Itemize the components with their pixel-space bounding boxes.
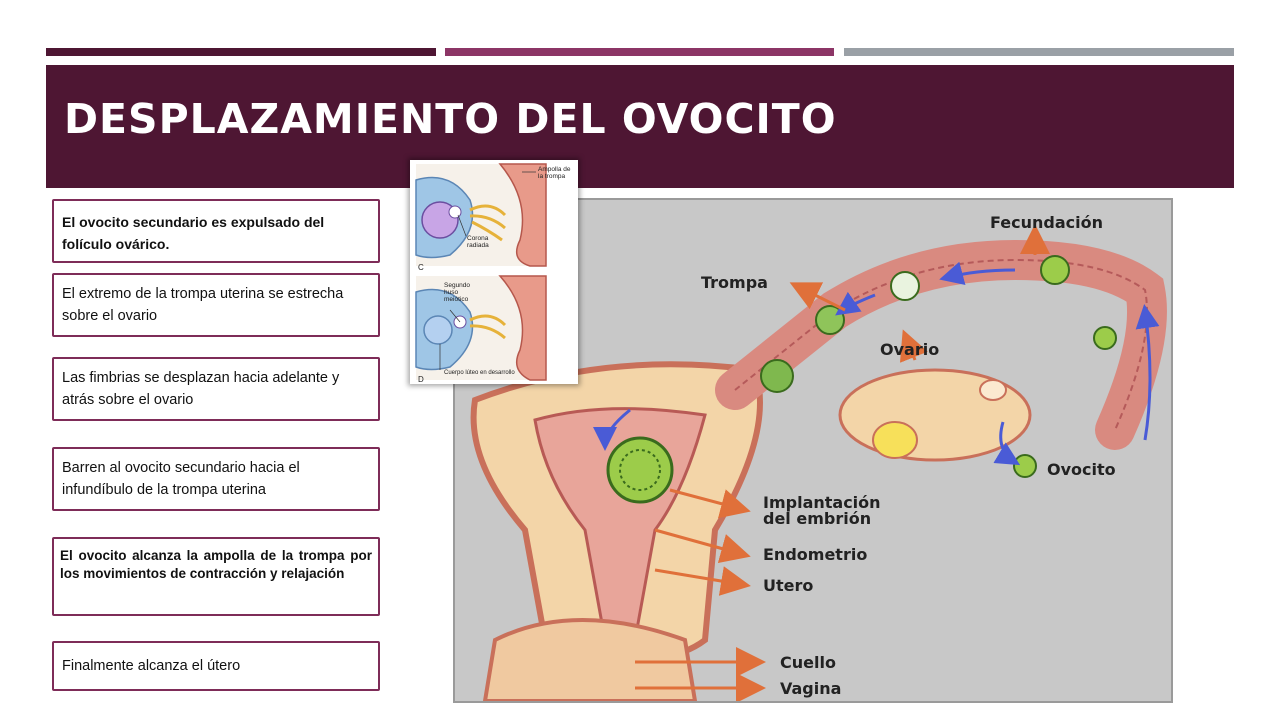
step-text-3: Las fimbrias se desplazan hacia adelante y atrás sobre el ovario <box>62 370 340 408</box>
morula-1 <box>816 306 844 334</box>
oocyte-ampulla <box>1094 327 1116 349</box>
top-accent-bar-2 <box>445 48 834 56</box>
label-utero: Utero <box>763 576 814 595</box>
step-box-3 <box>52 357 380 421</box>
step-text-2: El extremo de la trompa uterina se estrecha sobre el ovario <box>62 286 344 324</box>
step-box-5 <box>52 537 380 616</box>
label-cuello: Cuello <box>780 653 836 672</box>
inset-label-corona-2: radiada <box>467 242 489 249</box>
top-accent-bar-3 <box>844 48 1234 56</box>
inset-label-huso-2: huso <box>444 289 459 296</box>
label-fecundacion: Fecundación <box>990 213 1103 232</box>
oocyte-released <box>1014 455 1036 477</box>
label-implantacion-1: Implantación <box>763 493 881 512</box>
inset-label-corona-1: Corona <box>467 235 489 242</box>
label-endometrio: Endometrio <box>763 545 868 564</box>
inset-panel-d: D <box>418 375 424 384</box>
inset-label-huso-3: meiótico <box>444 296 469 303</box>
morula-2 <box>761 360 793 392</box>
step-box-6 <box>52 641 380 691</box>
step-box-2 <box>52 273 380 337</box>
zygote-cleavage <box>891 272 919 300</box>
label-trompa: Trompa <box>701 273 768 292</box>
corpus-luteum <box>873 422 917 458</box>
step-text-1: El ovocito secundario es expulsado del folículo ovárico. <box>62 214 325 252</box>
label-implantacion-2: del embrión <box>763 509 872 528</box>
title-band <box>46 65 1234 188</box>
inset-label-cuerpo: Cuerpo lúteo en desarrollo <box>444 370 515 376</box>
label-ovario: Ovario <box>880 340 940 359</box>
ovulation-inset-illustration <box>410 160 578 384</box>
blastocyst-implanting <box>608 438 672 502</box>
step-text-5: El ovocito alcanza la ampolla de la trompa por los movimientos de contracción y relajación <box>60 548 372 581</box>
step-box-1 <box>52 199 380 263</box>
step-text-4: Barren al ovocito secundario hacia el infundíbulo de la trompa uterina <box>62 460 300 498</box>
inset-label-huso-1: Segundo <box>444 282 471 289</box>
inset-label-ampolla-2: la trompa <box>538 173 566 180</box>
step-text-6: Finalmente alcanza el útero <box>62 658 241 674</box>
inset-label-ampolla-1: Ampolla de <box>538 166 571 173</box>
label-ovocito: Ovocito <box>1047 460 1116 479</box>
label-vagina: Vagina <box>780 679 842 698</box>
oocyte-fertilization <box>1041 256 1069 284</box>
top-accent-bar-1 <box>46 48 436 56</box>
inset-panel-c: C <box>418 263 424 272</box>
step-box-4 <box>52 447 380 511</box>
slide-title: DESPLAZAMIENTO DEL OVOCITO <box>64 95 837 143</box>
ovulation-inset-figure <box>410 160 578 384</box>
